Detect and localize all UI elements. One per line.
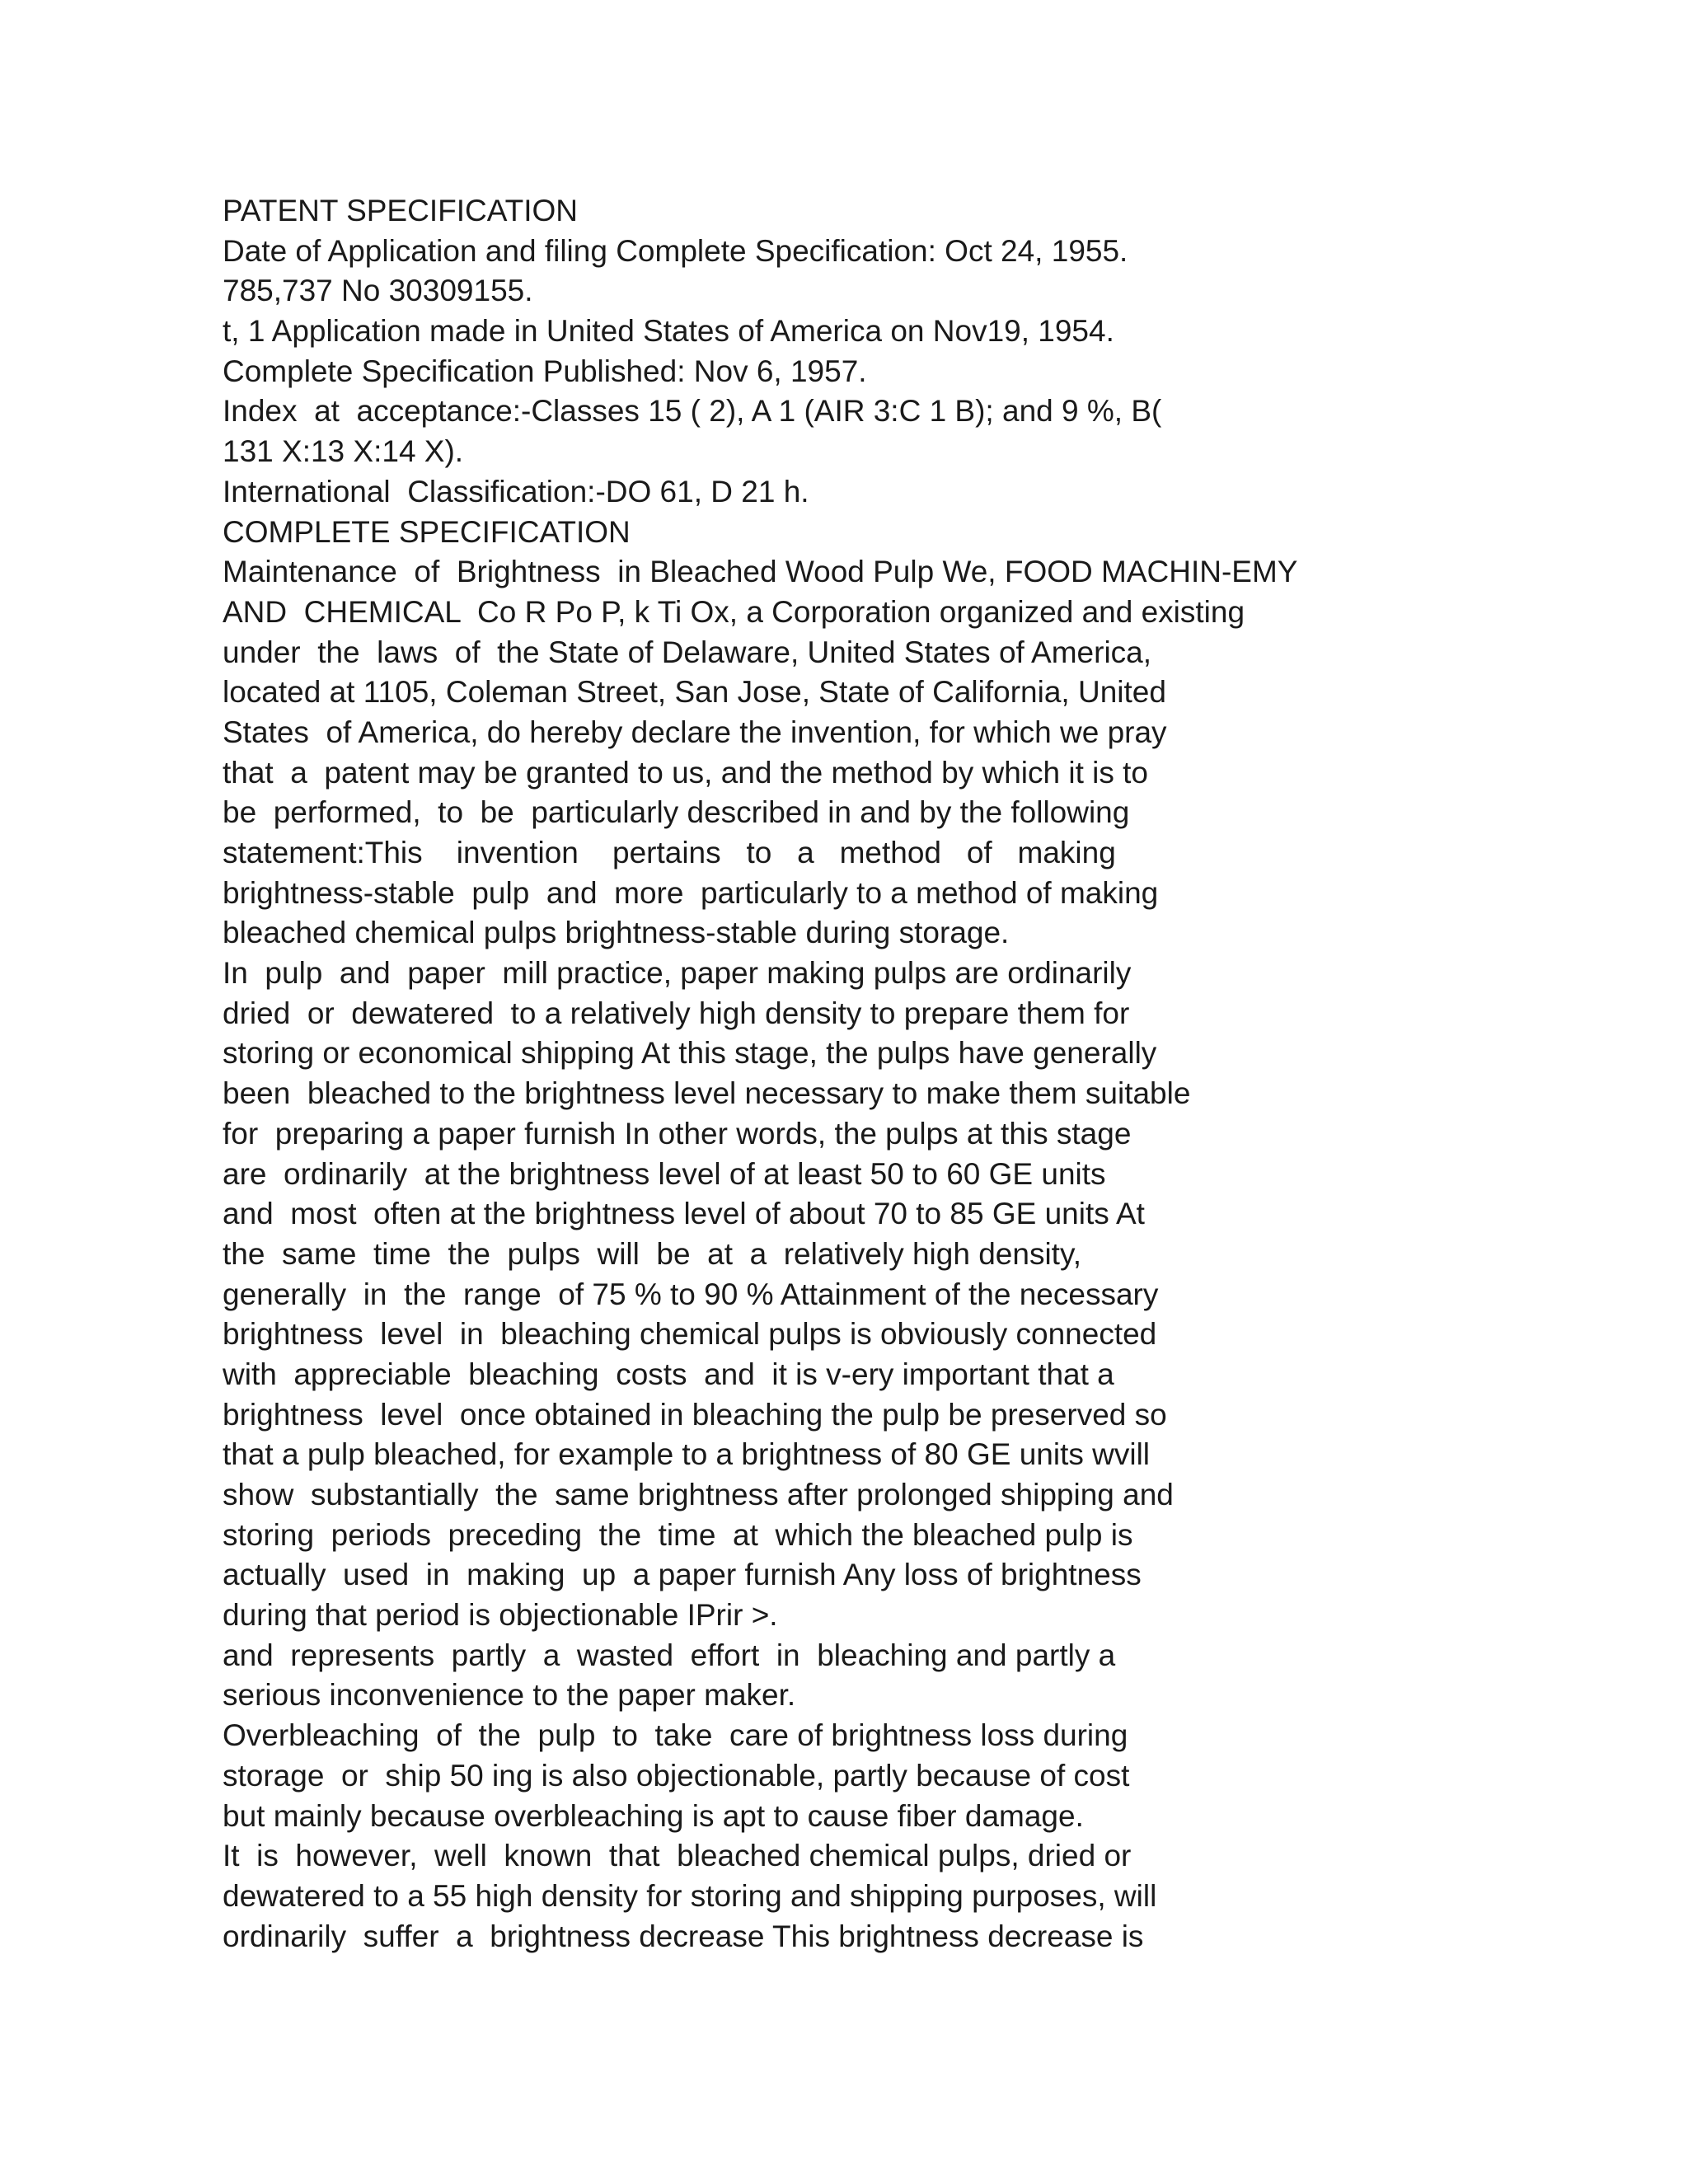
patent-number-line: 785,737 No 30309155. (223, 274, 533, 308)
document-heading: PATENT SPECIFICATION (223, 194, 579, 227)
text-line: during that period is objectionable IPrir >. (223, 1598, 778, 1633)
index-acceptance-line: Index at acceptance:-Classes 15 ( 2), A 1 (AIR 3:C 1 B); and 9 %, B( (223, 394, 1162, 429)
text-line: bleached chemical pulps brightness-stable during storage. (223, 916, 1010, 950)
application-date-line: Date of Application and filing Complete Specification: Oct 24, 1955. (223, 233, 1128, 268)
text-line: storage or ship 50 ing is also objectionable, partly because of cost (223, 1758, 1130, 1793)
text-line: In pulp and paper mill practice, paper making pulps are ordinarily (223, 956, 1132, 991)
text-line: Overbleaching of the pulp to take care of brightness loss during (223, 1718, 1128, 1753)
text-line: located at 1105, Coleman Street, San Jose, State of California, United (223, 675, 1166, 710)
text-line: statement:This invention pertains to a method of making (223, 836, 1116, 869)
publication-date-line: Complete Specification Published: Nov 6, 1957. (223, 354, 867, 388)
us-application-line: t, 1 Application made in United States of America on Nov19, 1954. (223, 314, 1114, 349)
text-line: ordinarily suffer a brightness decrease This brightness decrease is (223, 1919, 1144, 1953)
text-line: dried or dewatered to a relatively high density to prepare them for (223, 996, 1130, 1030)
text-line: actually used in making up a paper furnish Any loss of brightness (223, 1558, 1142, 1592)
text-line: serious inconvenience to the paper maker. (223, 1678, 796, 1713)
text-line: under the laws of the State of Delaware, United States of America, (223, 635, 1152, 669)
index-acceptance-continued-line: 131 X:13 X:14 X). (223, 434, 464, 469)
text-line: brightness-stable pulp and more particularly to a method of making (223, 875, 1159, 910)
text-line: for preparing a paper furnish In other words, the pulps at this stage (223, 1116, 1132, 1151)
text-line: show substantially the same brightness after prolonged shipping and (223, 1478, 1174, 1511)
text-line: storing periods preceding the time at which the bleached pulp is (223, 1517, 1133, 1552)
text-line: are ordinarily at the brightness level of at least 50 to 60 GE units (223, 1156, 1106, 1191)
text-line: but mainly because overbleaching is apt to cause fiber damage. (223, 1798, 1084, 1833)
text-line: that a patent may be granted to us, and the method by which it is to (223, 755, 1149, 790)
text-line: been bleached to the brightness level necessary to make them suitable (223, 1076, 1191, 1111)
text-line: with appreciable bleaching costs and it is v-ery important that a (223, 1357, 1114, 1391)
text-line: and most often at the brightness level of about 70 to 85 GE units At (223, 1197, 1145, 1231)
text-line: that a pulp bleached, for example to a brightness of 80 GE units wvill (223, 1437, 1151, 1472)
text-line: the same time the pulps will be at a relatively high density, (223, 1236, 1081, 1271)
patent-text-body (223, 191, 1624, 1957)
text-line: brightness level in bleaching chemical pulps is obviously connected (223, 1317, 1157, 1352)
text-line: It is however, well known that bleached chemical pulps, dried or (223, 1839, 1132, 1873)
text-line: and represents partly a wasted effort in bleaching and partly a (223, 1638, 1116, 1672)
text-line: brightness level once obtained in bleaching the pulp be preserved so (223, 1397, 1167, 1432)
text-line: AND CHEMICAL Co R Po P, k Ti Ox, a Corporation organized and existing (223, 594, 1245, 629)
text-line: Maintenance of Brightness in Bleached Wood Pulp We, FOOD MACHIN-EMY (223, 555, 1298, 589)
text-line: States of America, do hereby declare the invention, for which we pray (223, 715, 1167, 749)
text-line: dewatered to a 55 high density for storing and shipping purposes, will (223, 1878, 1157, 1913)
international-classification-line: International Classification:-DO 61, D 21 h. (223, 474, 809, 509)
text-line: be performed, to be particularly described in and by the following (223, 795, 1130, 830)
section-heading: COMPLETE SPECIFICATION (223, 514, 631, 549)
text-line: storing or economical shipping At this stage, the pulps have generally (223, 1036, 1157, 1071)
text-line: generally in the range of 75 % to 90 % Attainment of the necessary (223, 1277, 1159, 1311)
